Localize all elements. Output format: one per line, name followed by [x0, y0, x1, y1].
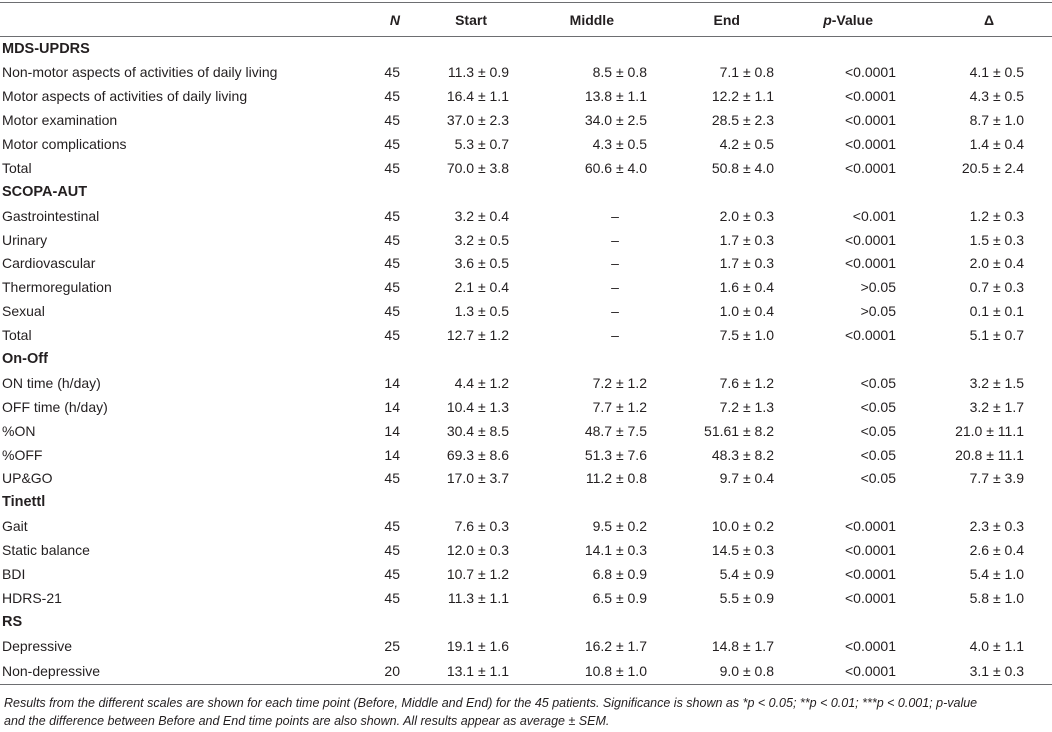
- cell-end: 2.0 ± 0.3: [719, 207, 774, 224]
- cell-middle: –: [611, 207, 619, 224]
- cell-middle: 10.8 ± 1.0: [532, 658, 660, 685]
- row-label: HDRS-21: [2, 589, 62, 606]
- row-label: Total: [2, 327, 32, 344]
- cell-delta: 20.5 ± 2.4: [961, 159, 1024, 176]
- cell-end: 48.3 ± 8.2: [711, 446, 774, 463]
- cell-start: 30.4 ± 8.5: [446, 422, 509, 439]
- cell-end: 14.5 ± 0.3: [711, 542, 774, 559]
- row-label: BDI: [2, 566, 26, 583]
- table-row: [0, 84, 1052, 108]
- table-row: [0, 562, 1052, 586]
- cell-n: 45: [384, 589, 400, 606]
- table-row: [0, 275, 1052, 299]
- cell-n: 14: [384, 398, 400, 415]
- cell-delta: 21.0 ± 11.1: [955, 422, 1024, 439]
- cell-p: <0.0001: [845, 566, 896, 583]
- cell-n: 45: [384, 88, 400, 105]
- cell-end: 7.6 ± 1.2: [719, 374, 774, 391]
- table-row: [0, 108, 1052, 132]
- cell-p: <0.0001: [845, 112, 896, 129]
- cell-delta: 4.0 ± 1.1: [969, 637, 1024, 654]
- cell-delta: 1.4 ± 0.4: [969, 136, 1024, 152]
- cell-start: 5.3 ± 0.7: [454, 136, 509, 152]
- cell-end: 50.8 ± 4.0: [711, 159, 774, 176]
- row-label: Gastrointestinal: [2, 207, 100, 224]
- cell-delta: 1.2 ± 0.3: [969, 207, 1024, 224]
- row-label: %ON: [2, 422, 36, 439]
- row-label: OFF time (h/day): [2, 398, 108, 415]
- cell-n: 45: [384, 327, 400, 344]
- cell-start: 11.3 ± 0.9: [447, 64, 509, 81]
- row-label: Motor complications: [2, 136, 127, 152]
- cell-middle: 14.1 ± 0.3: [584, 542, 647, 559]
- section-title: Tinettl: [2, 494, 46, 511]
- section-header-row: [0, 610, 1052, 634]
- table-row: [0, 586, 1052, 610]
- cell-delta: 0.7 ± 0.3: [969, 279, 1024, 296]
- cell-delta: 5.8 ± 1.0: [969, 589, 1024, 606]
- cell-end: 12.2 ± 1.1: [711, 88, 774, 105]
- cell-end: 14.8 ± 1.7: [711, 637, 774, 654]
- table-header: [0, 3, 1052, 37]
- section-title: MDS-UPDRS: [2, 40, 90, 57]
- row-label: ON time (h/day): [2, 374, 101, 391]
- table-row: [0, 371, 1052, 395]
- table-row: [0, 538, 1052, 562]
- cell-n: 45: [384, 255, 400, 272]
- cell-n: 45: [384, 470, 400, 487]
- cell-p: <0.05: [860, 446, 896, 463]
- cell-start: 4.4 ± 1.2: [454, 374, 509, 391]
- table-row: [0, 204, 1052, 228]
- cell-end: 7.5 ± 1.0: [719, 327, 774, 344]
- section-title: RS: [2, 613, 23, 630]
- row-label: Motor aspects of activities of daily living: [2, 88, 248, 105]
- cell-n: 45: [384, 207, 400, 224]
- row-label: Total: [2, 159, 32, 176]
- cell-end: 5.5 ± 0.9: [719, 589, 774, 606]
- cell-delta: 3.2 ± 1.7: [969, 398, 1024, 415]
- cell-p: <0.0001: [845, 542, 896, 559]
- row-label: Cardiovascular: [2, 255, 96, 272]
- cell-p: <0.0001: [788, 658, 922, 685]
- header-p-rest: -Value: [831, 11, 873, 28]
- row-label: Urinary: [2, 231, 48, 248]
- cell-end: 1.6 ± 0.4: [719, 279, 774, 296]
- cell-middle: 13.8 ± 1.1: [584, 88, 647, 105]
- cell-n: 14: [384, 374, 400, 391]
- section-header-row: [0, 37, 1052, 61]
- table-row: [0, 467, 1052, 491]
- cell-middle: –: [611, 255, 619, 272]
- table-row: [0, 228, 1052, 252]
- cell-p: <0.0001: [845, 136, 896, 152]
- cell-n: 20: [350, 658, 406, 685]
- cell-end: 1.7 ± 0.3: [719, 255, 774, 272]
- cell-n: 45: [384, 566, 400, 583]
- header-label: [0, 3, 350, 37]
- row-label: Motor examination: [2, 112, 118, 129]
- cell-p: <0.05: [860, 374, 896, 391]
- cell-n: 14: [384, 446, 400, 463]
- cell-middle: –: [611, 279, 619, 296]
- cell-n: 45: [384, 542, 400, 559]
- cell-end: 1.0 ± 0.4: [719, 303, 774, 320]
- table-row: [0, 658, 1052, 685]
- cell-start: 2.1 ± 0.4: [454, 279, 509, 296]
- cell-end: 9.7 ± 0.4: [719, 470, 774, 487]
- cell-delta: 7.7 ± 3.9: [969, 470, 1024, 487]
- cell-p: <0.0001: [845, 518, 896, 535]
- cell-p: <0.05: [860, 398, 896, 415]
- cell-n: 45: [384, 518, 400, 535]
- cell-delta: 2.3 ± 0.3: [969, 518, 1024, 535]
- cell-middle: –: [611, 327, 619, 344]
- header-p-italic: p: [823, 11, 832, 28]
- cell-start: 37.0 ± 2.3: [446, 112, 509, 129]
- row-label: Sexual: [2, 303, 45, 320]
- header-start: Start: [406, 3, 532, 37]
- cell-p: >0.05: [860, 303, 896, 320]
- footnote-line-2: and the difference between Before and End time points are also shown. All results appear as average ± SEM.: [4, 714, 610, 728]
- table-row: [0, 634, 1052, 658]
- cell-middle: 11.2 ± 0.8: [585, 470, 647, 487]
- cell-middle: 6.8 ± 0.9: [592, 566, 647, 583]
- cell-p: <0.0001: [845, 159, 896, 176]
- cell-end: 7.2 ± 1.3: [719, 398, 774, 415]
- cell-middle: 51.3 ± 7.6: [584, 446, 647, 463]
- header-delta: Δ: [922, 3, 1052, 37]
- cell-start: 3.2 ± 0.4: [454, 207, 509, 224]
- cell-p: <0.0001: [845, 64, 896, 81]
- cell-p: <0.0001: [845, 589, 896, 606]
- cell-delta: 2.6 ± 0.4: [969, 542, 1024, 559]
- table-body: [0, 37, 1052, 685]
- cell-start: 12.0 ± 0.3: [446, 542, 509, 559]
- table-footnote: [4, 694, 1044, 730]
- cell-end: 7.1 ± 0.8: [719, 64, 774, 81]
- row-label: Non-depressive: [0, 658, 350, 685]
- cell-n: 25: [384, 637, 400, 654]
- table-row: [0, 132, 1052, 156]
- cell-start: 13.1 ± 1.1: [406, 658, 532, 685]
- cell-p: <0.0001: [845, 231, 896, 248]
- cell-start: 70.0 ± 3.8: [446, 159, 509, 176]
- cell-delta: 3.1 ± 0.3: [922, 658, 1052, 685]
- cell-middle: 4.3 ± 0.5: [592, 136, 647, 152]
- row-label: Gait: [2, 518, 28, 535]
- cell-p: <0.001: [852, 207, 896, 224]
- results-table: [0, 2, 1052, 685]
- cell-middle: 34.0 ± 2.5: [584, 112, 647, 129]
- cell-start: 16.4 ± 1.1: [446, 88, 509, 105]
- section-header-row: [0, 347, 1052, 371]
- cell-end: 51.61 ± 8.2: [704, 422, 774, 439]
- cell-middle: 9.5 ± 0.2: [592, 518, 647, 535]
- row-label: Non-motor aspects of activities of daily living: [2, 64, 278, 81]
- cell-n: 45: [384, 303, 400, 320]
- cell-middle: 60.6 ± 4.0: [584, 159, 647, 176]
- cell-start: 7.6 ± 0.3: [454, 518, 509, 535]
- row-label: Static balance: [2, 542, 90, 559]
- cell-start: 11.3 ± 1.1: [447, 589, 509, 606]
- cell-p: >0.05: [860, 279, 896, 296]
- cell-middle: –: [611, 231, 619, 248]
- cell-p: <0.0001: [845, 327, 896, 344]
- cell-start: 69.3 ± 8.6: [446, 446, 509, 463]
- table-row: [0, 60, 1052, 84]
- cell-start: 3.2 ± 0.5: [454, 231, 509, 248]
- cell-start: 10.4 ± 1.3: [446, 398, 509, 415]
- cell-delta: 4.1 ± 0.5: [969, 64, 1024, 81]
- table-row: [0, 323, 1052, 347]
- section-title: On-Off: [2, 351, 48, 368]
- cell-n: 45: [384, 279, 400, 296]
- section-header-row: [0, 490, 1052, 514]
- table-row: [0, 156, 1052, 180]
- cell-delta: 8.7 ± 1.0: [969, 112, 1024, 129]
- row-label: UP&GO: [2, 470, 53, 487]
- cell-delta: 0.1 ± 0.1: [969, 303, 1024, 320]
- cell-start: 1.3 ± 0.5: [454, 303, 509, 320]
- cell-end: 10.0 ± 0.2: [711, 518, 774, 535]
- cell-end: 4.2 ± 0.5: [719, 136, 774, 152]
- header-n: [350, 3, 406, 37]
- table-row: [0, 395, 1052, 419]
- cell-n: 45: [384, 231, 400, 248]
- cell-delta: 3.2 ± 1.5: [969, 374, 1024, 391]
- cell-middle: 7.7 ± 1.2: [592, 398, 647, 415]
- cell-start: 19.1 ± 1.6: [446, 637, 509, 654]
- cell-n: 14: [384, 422, 400, 439]
- section-title: SCOPA-AUT: [2, 183, 88, 200]
- header-end: End: [660, 3, 788, 37]
- cell-delta: 5.4 ± 1.0: [969, 566, 1024, 583]
- row-label: %OFF: [2, 446, 43, 463]
- cell-start: 12.7 ± 1.2: [446, 327, 509, 344]
- cell-start: 17.0 ± 3.7: [446, 470, 509, 487]
- table-row: [0, 252, 1052, 276]
- cell-p: <0.0001: [845, 88, 896, 105]
- cell-start: 3.6 ± 0.5: [454, 255, 509, 272]
- header-p-value: [788, 3, 922, 37]
- cell-middle: 7.2 ± 1.2: [592, 374, 647, 391]
- table-row: [0, 514, 1052, 538]
- cell-p: <0.0001: [845, 255, 896, 272]
- cell-n: 45: [384, 64, 400, 81]
- table-row: [0, 443, 1052, 467]
- cell-middle: –: [611, 303, 619, 320]
- cell-start: 10.7 ± 1.2: [446, 566, 509, 583]
- table-row: [0, 299, 1052, 323]
- cell-n: 45: [384, 112, 400, 129]
- header-middle: Middle: [532, 3, 660, 37]
- cell-delta: 1.5 ± 0.3: [969, 231, 1024, 248]
- cell-middle: 48.7 ± 7.5: [584, 422, 647, 439]
- cell-end: 28.5 ± 2.3: [711, 112, 774, 129]
- row-label: Depressive: [2, 637, 73, 654]
- table-row: [0, 419, 1052, 443]
- cell-delta: 5.1 ± 0.7: [969, 327, 1024, 344]
- cell-n: 45: [384, 159, 400, 176]
- cell-p: <0.05: [860, 470, 896, 487]
- header-row: [0, 3, 1052, 37]
- cell-end: 1.7 ± 0.3: [719, 231, 774, 248]
- row-label: Thermoregulation: [2, 279, 112, 296]
- cell-p: <0.0001: [845, 637, 896, 654]
- cell-end: 9.0 ± 0.8: [660, 658, 788, 685]
- cell-delta: 4.3 ± 0.5: [969, 88, 1024, 105]
- cell-n: 45: [384, 136, 400, 152]
- cell-middle: 8.5 ± 0.8: [592, 64, 647, 81]
- cell-p: <0.05: [860, 422, 896, 439]
- cell-delta: 20.8 ± 11.1: [955, 446, 1024, 463]
- cell-middle: 16.2 ± 1.7: [584, 637, 647, 654]
- header-n-text: N: [389, 11, 400, 28]
- cell-middle: 6.5 ± 0.9: [592, 589, 647, 606]
- section-header-row: [0, 180, 1052, 204]
- cell-end: 5.4 ± 0.9: [719, 566, 774, 583]
- footnote-line-1: Results from the different scales are shown for each time point (Before, Middle and End) for the 45 patients. Significance is shown as *p < 0.05; **p < 0.01; ***p < 0.001; p-value: [4, 696, 978, 710]
- cell-delta: 2.0 ± 0.4: [969, 255, 1024, 272]
